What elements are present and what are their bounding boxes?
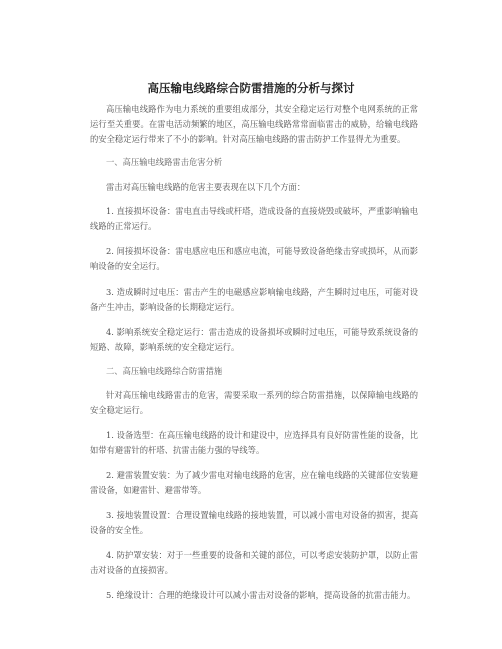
list-item-2: 2. 间接损坏设备：雷电感应电压和感应电流，可能导致设备绝缘击穿或损坏，从而影响设备的安全运行。 bbox=[90, 246, 418, 271]
list-item-4: 4. 影响系统安全稳定运行：雷击造成的设备损坏或瞬时过电压，可能导致系统设备的短路、故障，影响系统的安全稳定运行。 bbox=[90, 327, 418, 352]
list-item-2: 2. 避雷装置安装：为了减少雷电对输电线路的危害，应在输电线路的关键部位安装避雷设备，如避雷针、避雷带等。 bbox=[90, 470, 418, 495]
list-item-4: 4. 防护罩安装：对于一些重要的设备和关键的部位，可以考虑安装防护罩，以防止雷击对设备的直接损害。 bbox=[90, 550, 418, 575]
intro-paragraph: 高压输电线路作为电力系统的重要组成部分，其安全稳定运行对整个电网系统的正常运行至关重要。在雷电活动频繁的地区，高压输电线路常常面临雷击的威胁，给输电线路的安全稳定运行带来了不小的影响。针对高压输电线路的雷击防护工作显得尤为重要。 bbox=[90, 104, 418, 144]
list-item-1: 1. 设备选型：在高压输电线路的设计和建设中，应选择具有良好防雷性能的设备，比如带有避雷针的杆塔、抗雷击能力强的导线等。 bbox=[90, 430, 418, 455]
list-item-3: 3. 造成瞬时过电压：雷击产生的电磁感应影响输电线路，产生瞬时过电压，可能对设备产生冲击，影响设备的长期稳定运行。 bbox=[90, 287, 418, 312]
document-title: 高压输电线路综合防雷措施的分析与探讨 bbox=[147, 81, 355, 95]
list-item-3: 3. 接地装置设置：合理设置输电线路的接地装置，可以减小雷电对设备的损害，提高设备的安全性。 bbox=[90, 510, 418, 535]
list-item-1: 1. 直接损坏设备：雷电直击导线或杆塔，造成设备的直接烧毁或破坏，严重影响输电线路的正常运行。 bbox=[90, 206, 418, 231]
section-heading-2: 二、高压输电线路综合防雷措施 bbox=[106, 366, 223, 376]
section-heading-1: 一、高压输电线路雷击危害分析 bbox=[106, 157, 223, 167]
paragraph: 雷击对高压输电线路的危害主要表现在以下几个方面： bbox=[106, 182, 306, 192]
list-item-5: 5. 绝缘设计：合理的绝缘设计可以减小雷击对设备的影响，提高设备的抗雷击能力。 bbox=[106, 590, 416, 600]
paragraph: 针对高压输电线路雷击的危害，需要采取一系列的综合防雷措施，以保障输电线路的安全稳定运行。 bbox=[90, 390, 418, 415]
